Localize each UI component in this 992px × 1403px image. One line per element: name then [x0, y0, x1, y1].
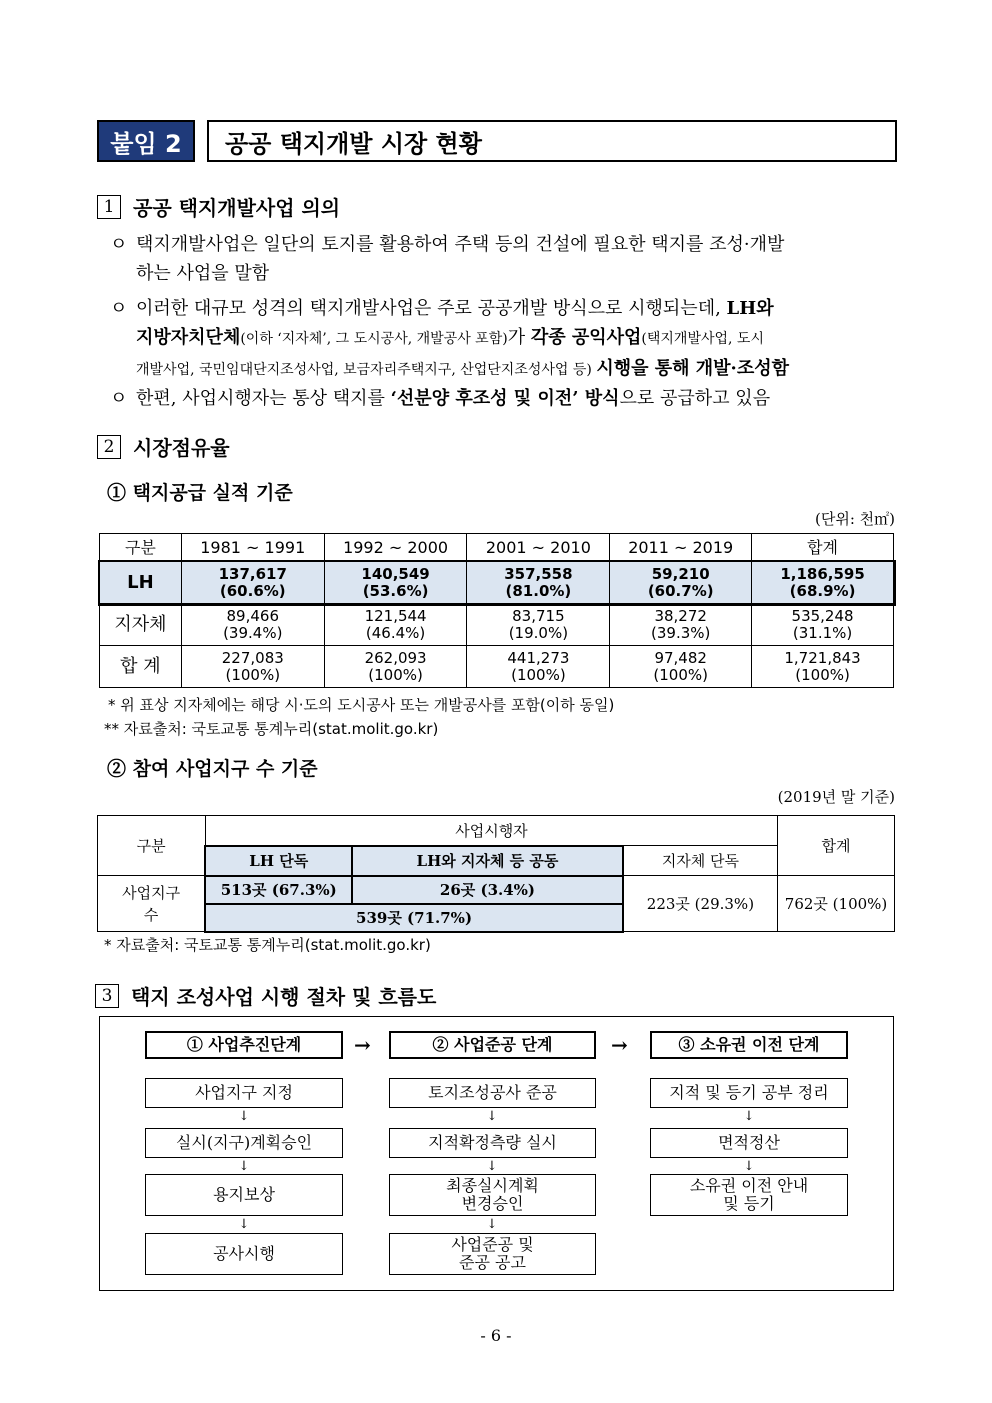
table-header-cell: 구분	[100, 534, 182, 562]
cell-value: 262,093	[364, 648, 427, 667]
cell-value: 83,715	[512, 606, 565, 625]
flow-step-line: 변경승인	[461, 1194, 524, 1213]
bullet-1	[110, 230, 900, 288]
table-header-row	[100, 534, 894, 562]
cell-percent: (68.9%)	[789, 581, 856, 600]
table-cell	[610, 646, 752, 688]
flow-step: 지적확정측량 실시	[389, 1128, 596, 1158]
down-arrow-icon: ↓	[486, 1109, 498, 1124]
table-cell	[752, 604, 894, 646]
section-2-number: 2	[97, 435, 121, 459]
cell-percent: (39.3%)	[651, 623, 711, 642]
flow-step	[389, 1233, 596, 1275]
row-label	[98, 876, 206, 932]
flow-step: 용지보상	[145, 1174, 343, 1216]
section-1-title: 공공 택지개발사업 의의	[133, 196, 341, 220]
table-cell	[181, 604, 324, 646]
flowchart	[99, 1016, 894, 1291]
district-table	[97, 815, 895, 933]
flow-step: 실시(지구)계획승인	[145, 1128, 343, 1158]
cell-value: 1,721,843	[784, 648, 861, 667]
cell-percent: (19.0%)	[508, 623, 569, 642]
table-header-cell: 2001 ~ 2010	[467, 534, 610, 562]
down-arrow-icon: ↓	[238, 1159, 250, 1174]
flow-head-1: ① 사업추진단계	[145, 1031, 343, 1059]
cell-value: 227,083	[221, 648, 284, 667]
table-cell	[752, 646, 894, 688]
cell-percent: (31.1%)	[792, 623, 853, 642]
cell-percent: (100%)	[653, 665, 708, 684]
bullet-2-text: 이러한 대규모 성격의 택지개발사업은 주로 공공개발 방식으로 시행되는데,	[136, 298, 727, 319]
bullet-3-text: 으로 공급하고 있음	[619, 388, 771, 409]
unit-label-1: (단위: 천㎡)	[815, 510, 895, 528]
flow-step-line: 최종실시계획	[446, 1176, 539, 1195]
table-cell: 539곳 (71.7%)	[205, 904, 622, 932]
bullet-3	[110, 384, 900, 413]
cell-value: 89,466	[226, 606, 280, 625]
flow-step: 사업지구 지정	[145, 1078, 343, 1108]
down-arrow-icon: ↓	[743, 1109, 755, 1124]
row-label-line: 수	[143, 905, 159, 924]
table-cell: 26곳 (3.4%)	[352, 876, 623, 904]
footnote-1: * 위 표상 지자체에는 해당 시·도의 도시공사 또는 개발공사를 포함(이하 동일)	[108, 696, 615, 714]
cell-value: 140,549	[361, 564, 430, 583]
cell-percent: (81.0%)	[505, 581, 572, 600]
bullet-2-bold: 지방자치단체	[136, 327, 241, 348]
cell-percent: (100%)	[368, 665, 423, 684]
cell-value: 121,544	[364, 606, 427, 625]
table-cell	[467, 562, 610, 604]
table-header-cell: 1992 ~ 2000	[324, 534, 467, 562]
down-arrow-icon: ↓	[238, 1109, 250, 1124]
row-label: 합 계	[100, 646, 182, 688]
table-cell	[181, 562, 324, 604]
down-arrow-icon: ↓	[486, 1217, 498, 1232]
cell-value: 1,186,595	[780, 564, 865, 583]
bullet-mark: ㅇ	[110, 388, 128, 409]
bullet-3-line	[110, 384, 900, 413]
bullet-2-bold: 각종 공익사업	[530, 327, 642, 348]
section-3-heading	[95, 981, 436, 1010]
footnote-2: ** 자료출처: 국토교통 통계누리(stat.molit.go.kr)	[104, 720, 439, 738]
table-header-cell: 2011 ~ 2019	[610, 534, 752, 562]
table-cell	[467, 604, 610, 646]
flow-step	[389, 1174, 596, 1216]
section-1-number: 1	[97, 195, 121, 219]
cell-percent: (60.6%)	[219, 581, 286, 600]
cell-value: 137,617	[218, 564, 287, 583]
flow-step: 지적 및 등기 공부 정리	[650, 1078, 848, 1108]
flow-step: 면적정산	[650, 1128, 848, 1158]
attachment-badge: 붙임 2	[97, 120, 195, 162]
bullet-2	[110, 294, 900, 385]
table-cell: 762곳 (100%)	[778, 876, 895, 932]
bullet-2-bold: LH와	[726, 298, 774, 319]
table-cell	[181, 646, 324, 688]
table-cell	[467, 646, 610, 688]
cell-percent: (100%)	[795, 665, 850, 684]
unit-label-2: (2019년 말 기준)	[777, 788, 895, 806]
down-arrow-icon: ↓	[486, 1159, 498, 1174]
bullet-3-bold: ‘선분양 후조성 및 이전’ 방식	[390, 388, 620, 409]
bullet-2-text: 가	[507, 327, 531, 348]
table-header-cell: LH 단독	[205, 846, 352, 876]
bullet-1-line-1: 택지개발사업은 일단의 토지를 활용하여 주택 등의 건설에 필요한 택지를 조성·개발	[136, 234, 785, 255]
table-cell: 223곳 (29.3%)	[623, 876, 778, 932]
flow-step: 공사시행	[145, 1233, 343, 1275]
section-2-heading	[97, 432, 230, 461]
section-3-title: 택지 조성사업 시행 절차 및 흐름도	[131, 985, 437, 1009]
cell-value: 535,248	[791, 606, 854, 625]
cell-percent: (39.4%)	[223, 623, 283, 642]
supply-table	[99, 533, 894, 688]
table-header-cell: 구분	[98, 816, 206, 876]
table-cell	[610, 604, 752, 646]
table-cell	[324, 604, 467, 646]
flow-step-line: 준공 공고	[459, 1253, 526, 1272]
bullet-3-text: 한편, 사업시행자는 통상 택지를	[136, 388, 391, 409]
bullet-2-line-1	[110, 294, 900, 323]
bullet-2-small: (이하 ‘지자체’, 그 도시공사, 개발공사 포함)	[240, 331, 508, 347]
section-1-heading	[97, 192, 340, 221]
flow-step-line: 소유권 이전 안내	[689, 1176, 809, 1195]
section-2-title: 시장점유율	[133, 436, 230, 460]
row-label: LH	[100, 562, 182, 604]
row-label: 지자체	[100, 604, 182, 646]
flow-head-3: ③ 소유권 이전 단계	[650, 1031, 848, 1059]
cell-percent: (46.4%)	[365, 623, 426, 642]
table-cell: 513곳 (67.3%)	[205, 876, 352, 904]
flow-step-line: 및 등기	[723, 1194, 775, 1213]
cell-value: 357,558	[504, 564, 573, 583]
cell-percent: (100%)	[511, 665, 566, 684]
table-cell	[324, 562, 467, 604]
down-arrow-icon: ↓	[238, 1217, 250, 1232]
flow-step: 토지조성공사 준공	[389, 1078, 596, 1108]
table-row-local	[100, 604, 894, 646]
bullet-mark: ㅇ	[110, 234, 128, 255]
row-label-line: 사업지구	[122, 883, 181, 902]
bullet-2-bold: 시행을 통해 개발·조성함	[596, 358, 789, 379]
cell-value: 59,210	[651, 564, 710, 583]
bullet-2-line-2	[110, 323, 900, 354]
table-header-cell: 사업시행자	[205, 816, 777, 846]
footnote-3: * 자료출처: 국토교통 통계누리(stat.molit.go.kr)	[104, 936, 431, 954]
flow-head-2: ② 사업준공 단계	[389, 1031, 596, 1059]
bullet-2-small: 개발사업, 국민임대단지조성사업, 보금자리주택지구, 산업단지조성사업 등)	[136, 362, 597, 378]
page-number: - 6 -	[480, 1326, 512, 1345]
table-header-cell: 합계	[778, 816, 895, 876]
bullet-1-line-2: 하는 사업을 말함	[136, 263, 270, 284]
cell-value: 441,273	[507, 648, 570, 667]
flow-step-line: 사업준공 및	[451, 1235, 534, 1254]
section-3-number: 3	[95, 984, 119, 1008]
bullet-2-line-3	[110, 354, 900, 385]
subsection-1-title: ① 택지공급 실적 기준	[107, 482, 293, 504]
cell-percent: (100%)	[225, 665, 281, 684]
table-header-cell: 지자체 단독	[623, 846, 778, 876]
right-arrow-icon: →	[611, 1033, 628, 1057]
flow-step	[650, 1174, 848, 1216]
table-cell	[324, 646, 467, 688]
table-row-total	[100, 646, 894, 688]
table-cell	[610, 562, 752, 604]
table-row-lh	[100, 562, 894, 604]
table-cell	[752, 562, 894, 604]
table-header-cell: LH와 지자체 등 공동	[352, 846, 623, 876]
right-arrow-icon: →	[354, 1033, 371, 1057]
cell-percent: (53.6%)	[362, 581, 429, 600]
down-arrow-icon: ↓	[743, 1159, 755, 1174]
cell-value: 38,272	[654, 606, 707, 625]
cell-value: 97,482	[654, 648, 707, 667]
table-header-cell: 1981 ~ 1991	[181, 534, 324, 562]
table-header-cell: 합계	[752, 534, 894, 562]
cell-percent: (60.7%)	[647, 581, 714, 600]
bullet-mark: ㅇ	[110, 298, 128, 319]
bullet-2-small: (택지개발사업, 도시	[641, 331, 764, 347]
page-title: 공공 택지개발 시장 현황	[207, 120, 897, 162]
subsection-2-title: ② 참여 사업지구 수 기준	[107, 758, 318, 780]
